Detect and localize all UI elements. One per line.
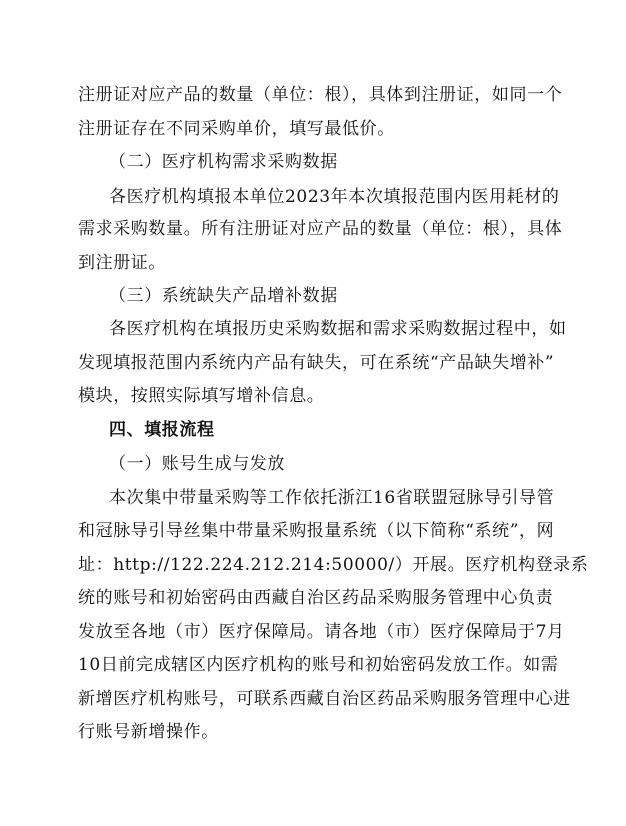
paragraph-line: 需求采购数量。所有注册证对应产品的数量（单位：根），具体 xyxy=(78,219,563,239)
paragraph-line: 址：http://122.224.212.214:50000/）开展。医疗机构登录系 xyxy=(78,555,589,575)
paragraph-line: 各医疗机构在填报历史采购数据和需求采购数据过程中，如 xyxy=(109,319,567,339)
paragraph-line: 和冠脉导引导丝集中带量采购报量系统（以下简称“系统”，网 xyxy=(78,521,555,541)
paragraph-line: 注册证对应产品的数量（单位：根），具体到注册证，如同一个 xyxy=(78,85,563,105)
subsection-heading: （一）账号生成与发放 xyxy=(109,454,285,474)
paragraph-line: 注册证存在不同采购单价，填写最低价。 xyxy=(78,119,395,139)
paragraph-line: 发现填报范围内系统内产品有缺失，可在系统“产品缺失增补” xyxy=(78,353,555,373)
paragraph-line: 行账号新增操作。 xyxy=(78,722,219,742)
section-heading: 四、填报流程 xyxy=(109,420,215,440)
paragraph-line: 到注册证。 xyxy=(78,253,166,273)
subsection-heading: （二）医疗机构需求采购数据 xyxy=(109,152,338,172)
paragraph-line: 发放至各地（市）医疗保障局。请各地（市）医疗保障局于7月 xyxy=(78,622,565,642)
paragraph-line: 本次集中带量采购等工作依托浙江16省联盟冠脉导引导管 xyxy=(109,488,555,508)
paragraph-line: 新增医疗机构账号，可联系西藏自治区药品采购服务管理中心进 xyxy=(78,689,571,709)
paragraph-line: 模块，按照实际填写增补信息。 xyxy=(78,386,325,406)
paragraph-line: 各医疗机构填报本单位2023年本次填报范围内医用耗材的 xyxy=(109,187,560,207)
paragraph-line: 统的账号和初始密码由西藏自治区药品采购服务管理中心负责 xyxy=(78,588,554,608)
paragraph-line: 10日前完成辖区内医疗机构的账号和初始密码发放工作。如需 xyxy=(78,655,559,675)
subsection-heading: （三）系统缺失产品增补数据 xyxy=(109,286,338,306)
